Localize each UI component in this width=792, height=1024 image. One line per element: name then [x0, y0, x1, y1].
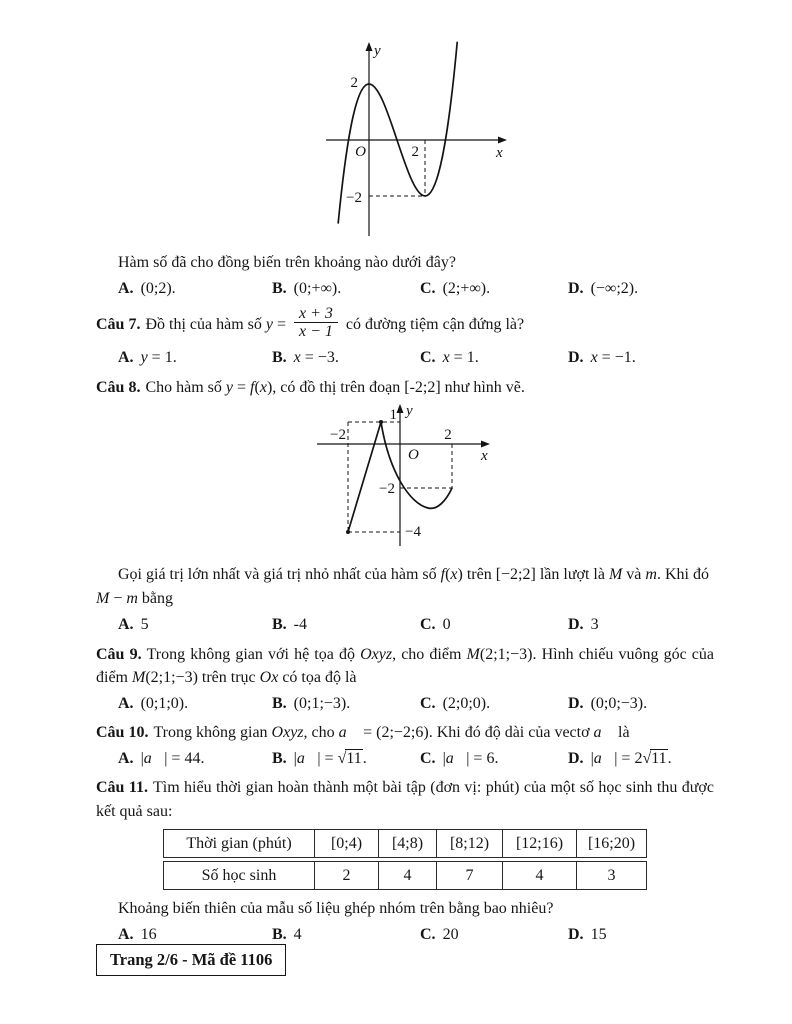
text-run: , cho — [303, 724, 339, 742]
text-run: 3 — [590, 616, 599, 634]
x-axis-arrow-icon — [498, 137, 507, 144]
answer-option — [118, 613, 272, 636]
text-run: = 1. — [449, 349, 479, 367]
text-run: 11 — [651, 750, 667, 768]
answer-option — [118, 346, 272, 369]
option-letter: C. — [420, 349, 436, 367]
option-letter: B. — [272, 280, 287, 298]
question-9-number: Câu 9. — [96, 645, 142, 663]
table-header-row — [163, 829, 647, 858]
g2-ytick-neg4: −4 — [405, 523, 421, 540]
text-run: f — [250, 378, 255, 396]
text-run: -4 — [293, 616, 307, 634]
option-letter: A. — [118, 694, 134, 712]
text-run: a⃗ — [143, 750, 165, 768]
text-run: ) trên [−2;2] lần lượt là — [457, 565, 609, 583]
question-6-graph — [314, 40, 514, 247]
text-run: a⃗ — [296, 750, 318, 768]
question-9 — [96, 643, 714, 689]
text-run: 11 — [346, 750, 362, 768]
frequency-table — [163, 826, 647, 893]
question-11-text — [96, 779, 714, 819]
text-run: | = 44. — [164, 750, 205, 768]
table-cell: 3 — [577, 861, 647, 890]
text-run: Oxyz — [271, 724, 304, 742]
answer-option — [568, 277, 714, 300]
option-letter: B. — [272, 750, 287, 768]
text-run: (0;2). — [140, 280, 176, 298]
table-cell: 4 — [379, 861, 437, 890]
g2-ytick-1: 1 — [389, 406, 397, 423]
question-7-text-a — [145, 316, 290, 333]
question-11-number: Câu 11. — [96, 779, 148, 797]
table-cell: Thời gian (phút) — [163, 829, 315, 858]
text-run: (0;0;−3). — [590, 694, 648, 712]
text-run: 16 — [140, 926, 157, 944]
text-run: (0;1;0). — [140, 694, 189, 712]
text-run: 0 — [442, 616, 451, 634]
answer-option — [118, 923, 272, 946]
question-9-text — [96, 646, 714, 686]
text-run: 5 — [140, 616, 149, 634]
max-point-dot — [379, 420, 383, 424]
option-letter: A. — [118, 926, 134, 944]
text-run: 4 — [293, 926, 302, 944]
text-run: 20 — [442, 926, 459, 944]
answer-option — [272, 277, 420, 300]
option-letter: C. — [420, 280, 436, 298]
text-run: √ — [642, 750, 652, 768]
answer-option — [568, 692, 714, 715]
question-11-prompt — [96, 897, 714, 920]
answer-option — [420, 346, 568, 369]
cubic-graph-svg — [314, 40, 514, 240]
min-point-dot — [346, 530, 350, 534]
table-cell: [0;4) — [315, 829, 379, 858]
question-10-options — [96, 747, 714, 770]
text-run: Khoảng biến thiên của mẫu số liệu ghép nhóm trên bằng bao nhiêu? — [118, 900, 554, 918]
answer-option — [272, 923, 420, 946]
answer-option — [568, 613, 714, 636]
question-11-prompt-text — [118, 900, 553, 917]
question-10 — [96, 721, 714, 744]
g1-origin-label: O — [355, 144, 366, 160]
option-letter: D. — [568, 616, 584, 634]
option-letter: B. — [272, 349, 287, 367]
text-run: | — [442, 750, 446, 768]
answer-option — [420, 277, 568, 300]
question-6-options — [96, 277, 714, 300]
text-run: Gọi giá trị lớn nhất và giá trị nhỏ nhất của hàm số — [118, 565, 441, 583]
text-run: Cho hàm số — [145, 378, 226, 396]
text-run: là — [614, 724, 630, 742]
text-run: a⃗ — [338, 724, 360, 742]
text-run: M — [608, 565, 623, 583]
text-run: Oxyz — [360, 645, 393, 663]
table-cell: [8;12) — [437, 829, 503, 858]
answer-option — [118, 277, 272, 300]
g2-origin-label: O — [408, 446, 419, 463]
option-letter: C. — [420, 750, 436, 768]
question-8-statement-text1 — [118, 566, 709, 583]
text-run: . — [362, 750, 367, 768]
option-letter: C. — [420, 616, 436, 634]
text-run: Đồ thị của hàm số — [145, 315, 266, 333]
text-run: f — [440, 565, 446, 583]
text-run: Tìm hiểu thời gian hoàn thành một bài tập (đơn vị: phút) của một số học sinh thu được kết quả sau: — [96, 779, 714, 820]
table-cell: 2 — [315, 861, 379, 890]
text-run: | = 2 — [614, 750, 643, 768]
fraction-denominator: x − 1 — [299, 323, 333, 341]
question-6-prompt-text — [118, 254, 456, 271]
answer-option — [420, 923, 568, 946]
table-cell: 4 — [503, 861, 577, 890]
g2-xtick-neg2: −2 — [330, 426, 346, 443]
text-run: | — [590, 750, 594, 768]
option-letter: A. — [118, 616, 134, 634]
fraction — [294, 305, 338, 342]
y-axis-arrow-icon — [366, 42, 373, 51]
text-run: (−∞;2). — [590, 280, 639, 298]
text-run: . Khi đó — [656, 565, 709, 583]
text-run: = 1. — [147, 349, 177, 367]
text-run: Trong không gian — [153, 724, 272, 742]
text-run: = (2;−2;6). Khi đó độ dài của vectơ — [359, 724, 594, 742]
text-run: . — [667, 750, 672, 768]
answer-option — [272, 613, 420, 636]
answer-option — [568, 346, 714, 369]
g1-x-axis-label: x — [496, 145, 503, 161]
text-run: (2;0;0). — [442, 694, 491, 712]
text-run: có đường tiệm cận đứng là? — [341, 315, 525, 333]
text-run: | = — [317, 750, 338, 768]
question-8-statement-line2 — [96, 587, 714, 610]
text-run: x — [450, 565, 458, 583]
text-run: và — [622, 565, 646, 583]
text-run: x — [259, 378, 267, 396]
option-letter: D. — [568, 926, 584, 944]
question-8-statement-line1 — [96, 563, 714, 586]
option-letter: D. — [568, 349, 584, 367]
text-run: = −3. — [300, 349, 339, 367]
g1-xtick-2: 2 — [411, 144, 419, 160]
question-11 — [96, 776, 714, 822]
question-8-statement-text2 — [96, 590, 173, 607]
answer-option — [272, 747, 420, 770]
text-run: − — [109, 590, 127, 608]
text-run: x — [590, 349, 598, 367]
question-11-options — [96, 923, 714, 946]
answer-option — [420, 613, 568, 636]
option-letter: D. — [568, 750, 584, 768]
table-cell: Số học sinh — [163, 861, 315, 890]
text-run: (2;+∞). — [442, 280, 491, 298]
question-8-text — [145, 379, 524, 396]
text-run: | — [140, 750, 144, 768]
question-6-prompt — [96, 251, 714, 274]
question-7-number: Câu 7. — [96, 315, 141, 333]
answer-option — [118, 747, 272, 770]
fraction-numerator: x + 3 — [294, 305, 338, 324]
g2-y-axis-label: y — [406, 402, 413, 419]
text-run: ( — [445, 565, 451, 583]
question-10-number: Câu 10. — [96, 724, 149, 742]
answer-option — [118, 692, 272, 715]
text-run: Trong không gian với hệ tọa độ — [146, 645, 361, 663]
text-run: m — [126, 590, 138, 608]
option-letter: A. — [118, 280, 134, 298]
text-run: √ — [337, 750, 347, 768]
text-run: a⃗ — [593, 750, 615, 768]
text-run: x — [442, 349, 450, 367]
text-run: = — [233, 378, 251, 396]
option-letter: D. — [568, 694, 584, 712]
text-run: (2;1;−3) trên trục — [145, 668, 260, 686]
text-run: x — [293, 349, 301, 367]
text-run: ), có đồ thị trên đoạn [-2;2] như hình vẽ. — [266, 378, 525, 396]
answer-option — [272, 692, 420, 715]
text-run: = — [272, 315, 291, 333]
g2-x-axis-label: x — [481, 447, 488, 464]
question-8-graph — [305, 402, 495, 559]
text-run: M — [96, 590, 110, 608]
answer-option — [420, 747, 568, 770]
text-run: (2;1;−3). Hình chiếu vuông góc của điểm — [96, 645, 715, 686]
text-run: | = 6. — [466, 750, 499, 768]
text-run: Hàm số đã cho đồng biến trên khoảng nào dưới đây? — [118, 254, 456, 272]
text-run: y — [225, 378, 234, 396]
y-axis-arrow-icon — [397, 404, 404, 413]
text-run: | — [293, 750, 297, 768]
question-7 — [96, 304, 714, 344]
g2-ytick-neg2: −2 — [379, 480, 395, 497]
answer-option — [272, 346, 420, 369]
table-cell: [4;8) — [379, 829, 437, 858]
x-axis-arrow-icon — [481, 440, 490, 447]
text-run: bằng — [137, 590, 174, 608]
text-run: a⃗ — [445, 750, 467, 768]
answer-option — [568, 747, 714, 770]
answer-option — [568, 923, 714, 946]
table-cell: [12;16) — [503, 829, 577, 858]
text-run: Ox — [259, 668, 279, 686]
text-run: a⃗ — [593, 724, 614, 742]
option-letter: B. — [272, 616, 287, 634]
g1-ytick-neg2: −2 — [346, 190, 362, 206]
question-8 — [96, 376, 714, 399]
table-data-row — [163, 861, 647, 890]
option-letter: A. — [118, 349, 134, 367]
text-run: y — [140, 349, 148, 367]
text-run: = −1. — [597, 349, 636, 367]
text-run: có tọa độ là — [278, 668, 357, 686]
option-letter: C. — [420, 926, 436, 944]
table-cell: [16;20) — [577, 829, 647, 858]
question-7-options — [96, 346, 714, 369]
g1-ytick-2: 2 — [350, 75, 358, 91]
piecewise-graph-svg — [305, 402, 495, 552]
text-run: (0;1;−3). — [293, 694, 351, 712]
text-run: (0;+∞). — [293, 280, 342, 298]
option-letter: B. — [272, 694, 287, 712]
g1-y-axis-label: y — [374, 43, 381, 59]
text-run: 15 — [590, 926, 607, 944]
option-letter: A. — [118, 750, 134, 768]
text-run: M — [466, 645, 480, 663]
text-run: m — [645, 565, 657, 583]
g2-xtick-2: 2 — [444, 426, 452, 443]
text-run: y — [265, 315, 273, 333]
option-letter: C. — [420, 694, 436, 712]
page-footer: Trang 2/6 - Mã đề 1106 — [96, 944, 286, 976]
option-letter: D. — [568, 280, 584, 298]
text-run: ( — [254, 378, 260, 396]
option-letter: B. — [272, 926, 287, 944]
question-9-options — [96, 692, 714, 715]
question-10-text — [153, 724, 629, 741]
text-run: M — [132, 668, 146, 686]
question-7-text-b — [342, 316, 524, 333]
table-cell: 7 — [437, 861, 503, 890]
text-run: , cho điểm — [392, 645, 467, 663]
answer-option — [420, 692, 568, 715]
question-8-options — [96, 613, 714, 636]
question-8-number: Câu 8. — [96, 378, 141, 396]
